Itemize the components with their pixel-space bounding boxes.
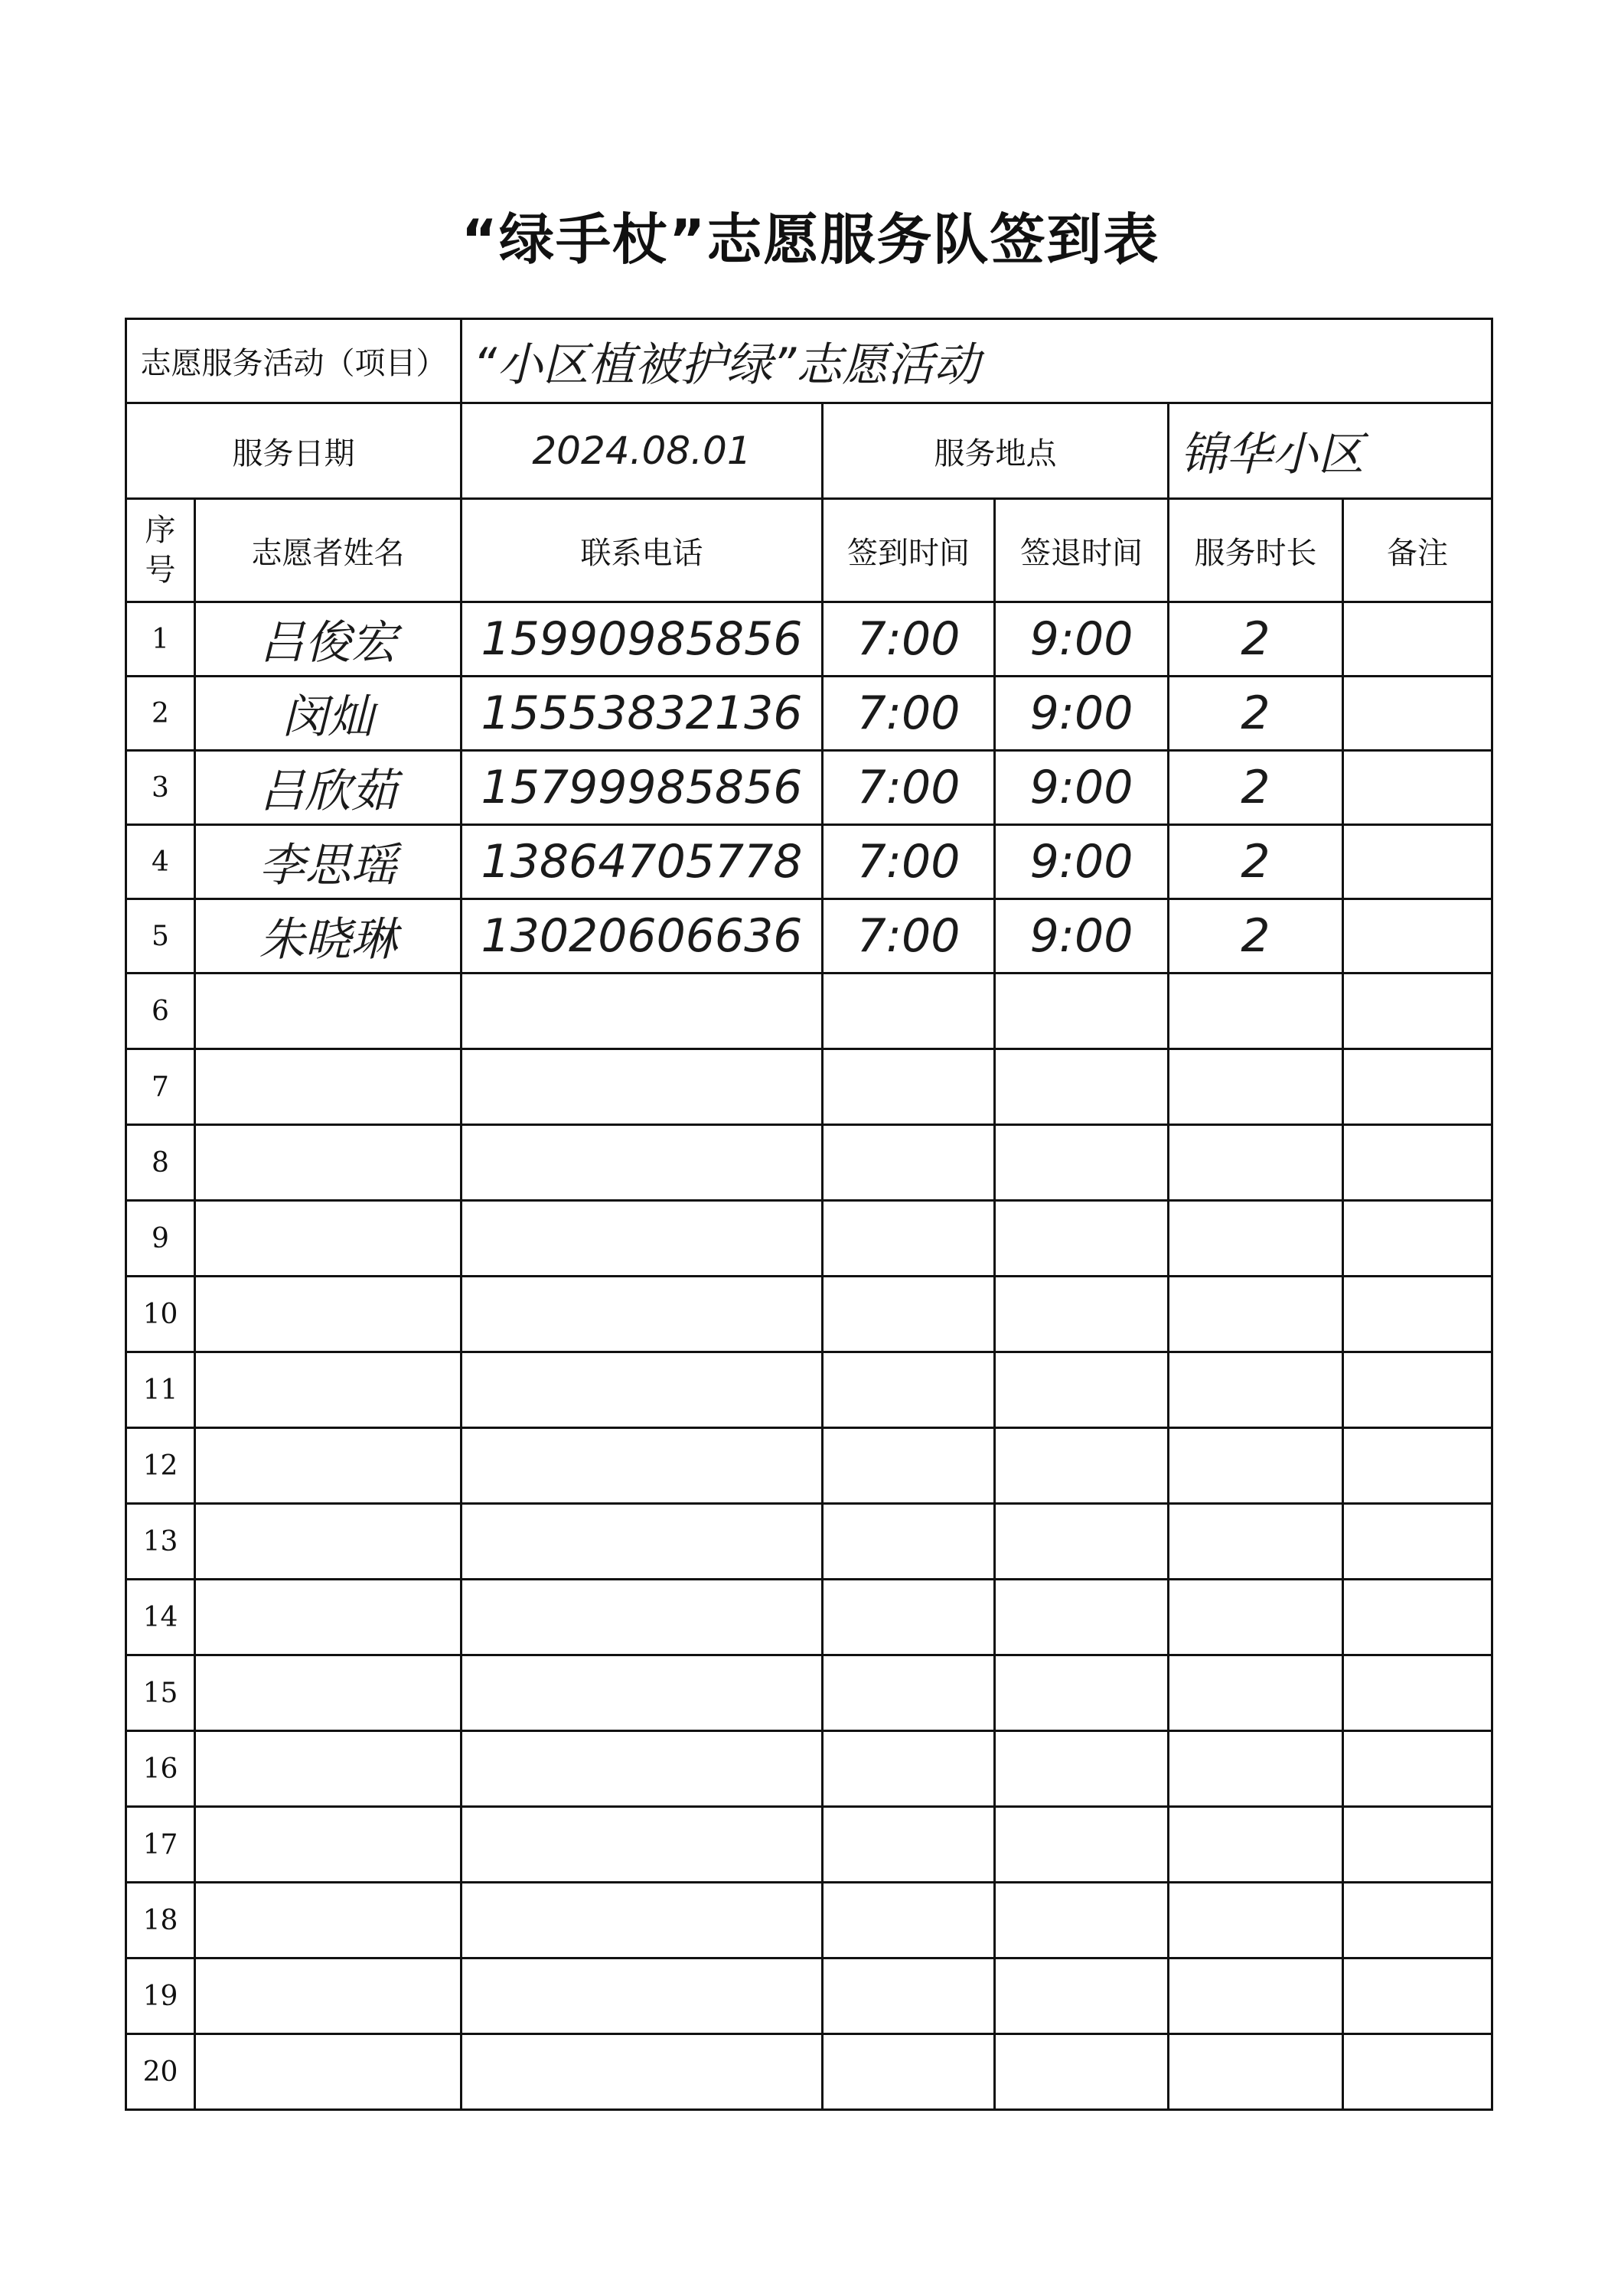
col-phone-header: 联系电话 xyxy=(462,499,823,602)
activity-label: 志愿服务活动（项目） xyxy=(126,319,462,403)
cell-phone xyxy=(462,1049,823,1125)
cell-remark xyxy=(1343,1807,1492,1883)
table-row xyxy=(126,1428,1492,1504)
cell-name xyxy=(195,1807,462,1883)
cell-name xyxy=(195,974,462,1049)
cell-duration xyxy=(1169,1504,1343,1580)
cell-name xyxy=(195,1504,462,1580)
cell-checkin: 7:00 xyxy=(823,751,995,825)
cell-seq: 10 xyxy=(126,1277,195,1352)
cell-name: 吕俊宏 xyxy=(195,602,462,677)
cell-seq: 15 xyxy=(126,1655,195,1731)
cell-seq: 13 xyxy=(126,1504,195,1580)
cell-seq: 17 xyxy=(126,1807,195,1883)
cell-checkin xyxy=(823,1580,995,1655)
cell-duration xyxy=(1169,1958,1343,2034)
cell-remark xyxy=(1343,1580,1492,1655)
cell-name xyxy=(195,1655,462,1731)
col-name-header: 志愿者姓名 xyxy=(195,499,462,602)
cell-remark xyxy=(1343,1655,1492,1731)
column-header-row xyxy=(126,499,1492,602)
cell-phone xyxy=(462,1958,823,2034)
cell-remark xyxy=(1343,974,1492,1049)
cell-duration: 2 xyxy=(1169,677,1343,751)
cell-phone xyxy=(462,1201,823,1277)
cell-phone xyxy=(462,1807,823,1883)
cell-phone xyxy=(462,974,823,1049)
cell-checkin xyxy=(823,974,995,1049)
table-row xyxy=(126,1731,1492,1807)
cell-checkout xyxy=(995,974,1169,1049)
cell-duration xyxy=(1169,1883,1343,1958)
table-row xyxy=(126,1049,1492,1125)
cell-remark xyxy=(1343,1125,1492,1201)
cell-phone xyxy=(462,2034,823,2110)
cell-name: 李思瑶 xyxy=(195,825,462,899)
cell-checkin xyxy=(823,1201,995,1277)
cell-name xyxy=(195,1049,462,1125)
cell-checkin xyxy=(823,1352,995,1428)
cell-phone xyxy=(462,1655,823,1731)
cell-name xyxy=(195,1883,462,1958)
cell-duration xyxy=(1169,1655,1343,1731)
cell-checkout: 9:00 xyxy=(995,825,1169,899)
cell-duration: 2 xyxy=(1169,899,1343,974)
cell-seq: 4 xyxy=(126,825,195,899)
cell-remark xyxy=(1343,899,1492,974)
table-row xyxy=(126,825,1492,899)
cell-phone: 15553832136 xyxy=(462,677,823,751)
cell-duration xyxy=(1169,1807,1343,1883)
cell-checkout: 9:00 xyxy=(995,677,1169,751)
table-row xyxy=(126,1352,1492,1428)
col-seq-line2: 号 xyxy=(145,553,176,588)
cell-phone xyxy=(462,1352,823,1428)
cell-phone: 13864705778 xyxy=(462,825,823,899)
location-value: 锦华小区 xyxy=(1169,403,1492,499)
cell-duration: 2 xyxy=(1169,602,1343,677)
cell-name xyxy=(195,1731,462,1807)
cell-checkin xyxy=(823,2034,995,2110)
cell-duration: 2 xyxy=(1169,825,1343,899)
cell-seq: 9 xyxy=(126,1201,195,1277)
cell-remark xyxy=(1343,1731,1492,1807)
cell-remark xyxy=(1343,1277,1492,1352)
cell-seq: 5 xyxy=(126,899,195,974)
page-title: “绿手杖”志愿服务队签到表 xyxy=(461,207,1160,272)
cell-checkout xyxy=(995,2034,1169,2110)
cell-seq: 2 xyxy=(126,677,195,751)
table-row xyxy=(126,1504,1492,1580)
cell-remark xyxy=(1343,1958,1492,2034)
cell-checkin xyxy=(823,1125,995,1201)
cell-seq: 1 xyxy=(126,602,195,677)
cell-remark xyxy=(1343,1428,1492,1504)
cell-duration xyxy=(1169,1428,1343,1504)
cell-checkout xyxy=(995,1807,1169,1883)
cell-checkout xyxy=(995,1731,1169,1807)
cell-seq: 14 xyxy=(126,1580,195,1655)
cell-name xyxy=(195,1125,462,1201)
col-seq-line1: 序 xyxy=(145,513,176,548)
cell-checkin xyxy=(823,1049,995,1125)
cell-phone xyxy=(462,1731,823,1807)
col-duration-header: 服务时长 xyxy=(1169,499,1343,602)
cell-remark xyxy=(1343,1201,1492,1277)
cell-seq: 12 xyxy=(126,1428,195,1504)
cell-remark xyxy=(1343,2034,1492,2110)
cell-remark xyxy=(1343,1352,1492,1428)
table-row xyxy=(126,899,1492,974)
sign-in-table xyxy=(125,318,1493,2111)
cell-duration xyxy=(1169,1201,1343,1277)
table-row xyxy=(126,1655,1492,1731)
cell-checkin xyxy=(823,1428,995,1504)
cell-phone: 13020606636 xyxy=(462,899,823,974)
cell-checkout xyxy=(995,1201,1169,1277)
cell-duration: 2 xyxy=(1169,751,1343,825)
cell-checkin xyxy=(823,1958,995,2034)
cell-checkout xyxy=(995,1352,1169,1428)
cell-remark xyxy=(1343,1049,1492,1125)
cell-checkin xyxy=(823,1504,995,1580)
cell-duration xyxy=(1169,1125,1343,1201)
cell-duration xyxy=(1169,2034,1343,2110)
location-label: 服务地点 xyxy=(823,403,1169,499)
table-row xyxy=(126,751,1492,825)
cell-seq: 8 xyxy=(126,1125,195,1201)
cell-duration xyxy=(1169,1352,1343,1428)
cell-name: 吕欣茹 xyxy=(195,751,462,825)
cell-phone xyxy=(462,1504,823,1580)
cell-seq: 19 xyxy=(126,1958,195,2034)
cell-checkin: 7:00 xyxy=(823,825,995,899)
cell-checkout xyxy=(995,1504,1169,1580)
cell-checkin: 7:00 xyxy=(823,677,995,751)
cell-checkout xyxy=(995,1580,1169,1655)
cell-checkout: 9:00 xyxy=(995,899,1169,974)
table-row xyxy=(126,1580,1492,1655)
cell-checkout: 9:00 xyxy=(995,602,1169,677)
cell-checkout xyxy=(995,1958,1169,2034)
sign-in-sheet xyxy=(125,318,1491,2108)
cell-name xyxy=(195,2034,462,2110)
cell-duration xyxy=(1169,1277,1343,1352)
cell-name xyxy=(195,1428,462,1504)
table-row xyxy=(126,602,1492,677)
cell-seq: 7 xyxy=(126,1049,195,1125)
cell-checkin xyxy=(823,1655,995,1731)
cell-name xyxy=(195,1958,462,2034)
col-remark-header: 备注 xyxy=(1343,499,1492,602)
cell-checkout xyxy=(995,1277,1169,1352)
col-checkout-header: 签退时间 xyxy=(995,499,1169,602)
cell-checkout: 9:00 xyxy=(995,751,1169,825)
cell-phone: 15799985856 xyxy=(462,751,823,825)
cell-phone xyxy=(462,1883,823,1958)
cell-checkout xyxy=(995,1125,1169,1201)
cell-seq: 20 xyxy=(126,2034,195,2110)
cell-remark xyxy=(1343,602,1492,677)
activity-value: “小区植被护绿”志愿活动 xyxy=(462,319,1492,403)
cell-name xyxy=(195,1580,462,1655)
cell-duration xyxy=(1169,1580,1343,1655)
cell-seq: 11 xyxy=(126,1352,195,1428)
date-location-row xyxy=(126,403,1492,499)
cell-seq: 3 xyxy=(126,751,195,825)
cell-checkout xyxy=(995,1428,1169,1504)
cell-phone xyxy=(462,1428,823,1504)
cell-phone: 15990985856 xyxy=(462,602,823,677)
cell-checkout xyxy=(995,1049,1169,1125)
cell-remark xyxy=(1343,1883,1492,1958)
table-row xyxy=(126,677,1492,751)
cell-phone xyxy=(462,1580,823,1655)
table-row xyxy=(126,1201,1492,1277)
cell-phone xyxy=(462,1277,823,1352)
col-checkin-header: 签到时间 xyxy=(823,499,995,602)
cell-checkin xyxy=(823,1277,995,1352)
table-row xyxy=(126,2034,1492,2110)
cell-checkin: 7:00 xyxy=(823,602,995,677)
date-label: 服务日期 xyxy=(126,403,462,499)
table-row xyxy=(126,1883,1492,1958)
cell-duration xyxy=(1169,1049,1343,1125)
cell-phone xyxy=(462,1125,823,1201)
activity-row xyxy=(126,319,1492,403)
table-row xyxy=(126,1807,1492,1883)
cell-seq: 16 xyxy=(126,1731,195,1807)
cell-remark xyxy=(1343,1504,1492,1580)
table-row xyxy=(126,1958,1492,2034)
cell-remark xyxy=(1343,825,1492,899)
cell-checkout xyxy=(995,1883,1169,1958)
cell-name xyxy=(195,1277,462,1352)
cell-duration xyxy=(1169,974,1343,1049)
cell-name: 闵灿 xyxy=(195,677,462,751)
cell-duration xyxy=(1169,1731,1343,1807)
table-row xyxy=(126,1277,1492,1352)
date-value: 2024.08.01 xyxy=(462,403,823,499)
cell-checkin xyxy=(823,1883,995,1958)
cell-seq: 18 xyxy=(126,1883,195,1958)
cell-checkout xyxy=(995,1655,1169,1731)
cell-checkin: 7:00 xyxy=(823,899,995,974)
cell-name xyxy=(195,1201,462,1277)
cell-seq: 6 xyxy=(126,974,195,1049)
col-seq-header xyxy=(126,499,195,602)
cell-remark xyxy=(1343,677,1492,751)
cell-name xyxy=(195,1352,462,1428)
cell-checkin xyxy=(823,1731,995,1807)
cell-checkin xyxy=(823,1807,995,1883)
table-row xyxy=(126,1125,1492,1201)
table-row xyxy=(126,974,1492,1049)
cell-remark xyxy=(1343,751,1492,825)
cell-name: 朱晓琳 xyxy=(195,899,462,974)
